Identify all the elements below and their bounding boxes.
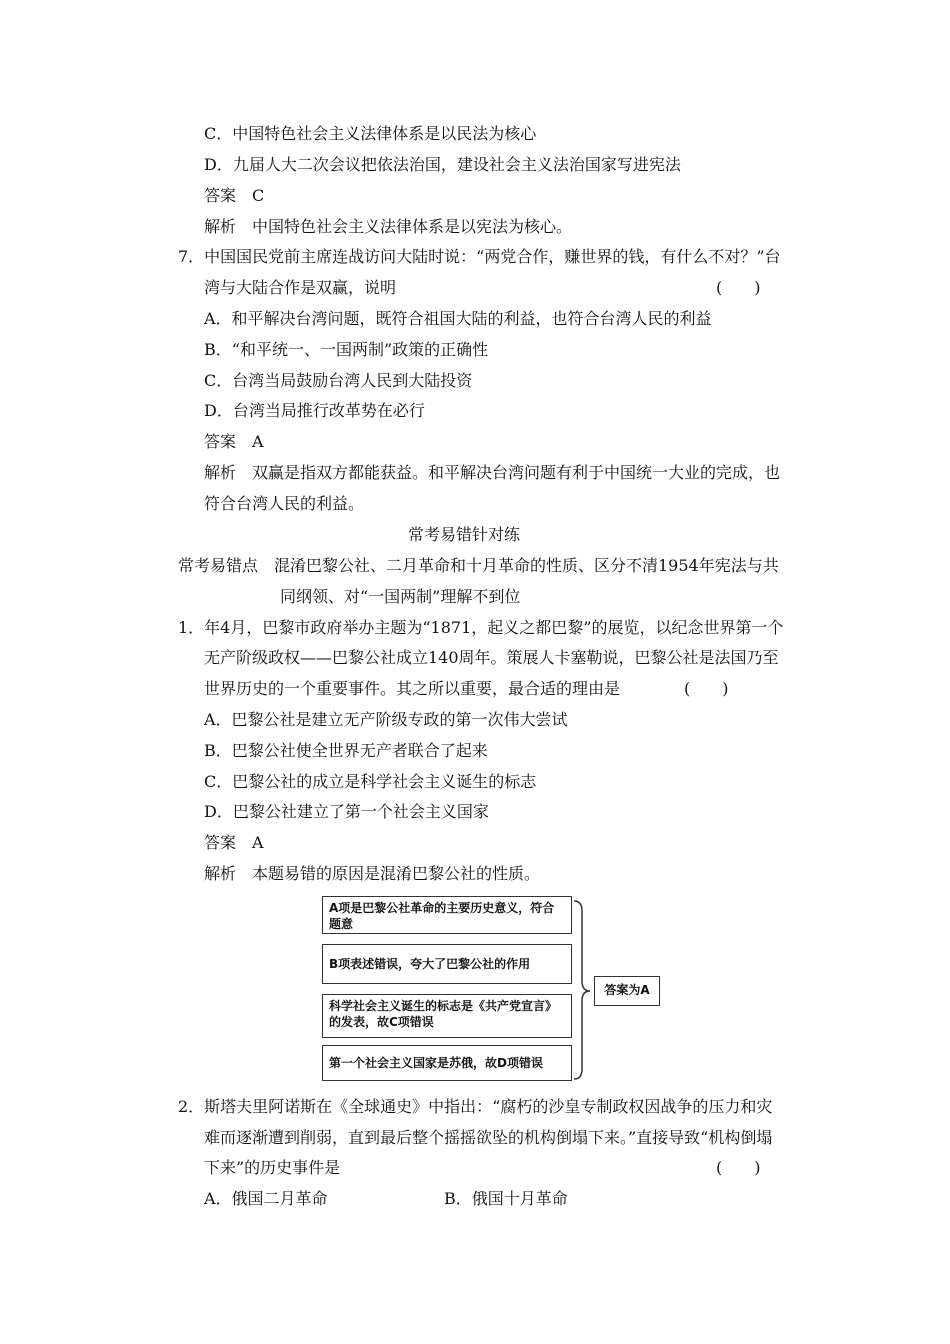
- error-point-line2: 同纲领、对“一国两制”理解不到位: [280, 587, 521, 606]
- q1-analysis: 解析 本题易错的原因是混淆巴黎公社的性质。: [204, 864, 541, 883]
- q1-option-c: C．巴黎公社的成立是科学社会主义诞生的标志: [204, 772, 537, 791]
- q1-option-b: B．巴黎公社使全世界无产者联合了起来: [204, 741, 488, 760]
- q1-answer-paren: ( ): [684, 679, 729, 698]
- diagram-box-a: A项是巴黎公社革命的主要历史意义，符合题意: [322, 896, 572, 934]
- q7-option-a: A．和平解决台湾问题，既符合祖国大陆的利益，也符合台湾人民的利益: [204, 309, 712, 328]
- q2-stem-line3: 下来”的历史事件是: [204, 1158, 341, 1177]
- q1-stem-line1: 1．年4月，巴黎市政府举办主题为“1871，起义之都巴黎”的展览，以纪念世界第一个: [178, 618, 784, 637]
- prev-answer: 答案 C: [204, 186, 265, 205]
- prev-option-c: C．中国特色社会主义法律体系是以民法为核心: [204, 124, 537, 143]
- q1-option-a: A．巴黎公社是建立无产阶级专政的第一次伟大尝试: [204, 710, 568, 729]
- q7-answer-paren: ( ): [716, 278, 761, 297]
- prev-analysis: 解析 中国特色社会主义法律体系是以宪法为核心。: [204, 217, 573, 236]
- q7-analysis-line1: 解析 双赢是指双方都能获益。和平解决台湾问题有利于中国统一大业的完成，也: [204, 463, 781, 482]
- q2-stem-line2: 难而逐渐遭到削弱，直到最后整个摇摇欲坠的机构倒塌下来。”直接导致“机构倒塌: [204, 1128, 773, 1147]
- diagram-result-box: 答案为A: [594, 976, 660, 1006]
- error-point-line1: 常考易错点 混淆巴黎公社、二月革命和十月革命的性质、区分不清1954年宪法与共: [178, 556, 779, 575]
- diagram-box-b: B项表述错误，夸大了巴黎公社的作用: [322, 944, 572, 984]
- section-title: 常考易错针对练: [408, 525, 521, 544]
- analysis-diagram: [318, 893, 664, 1083]
- q7-stem-line1: 7．中国国民党前主席连战访问大陆时说：“两党合作，赚世界的钱，有什么不对？”台: [178, 247, 781, 266]
- prev-option-d: D．九届人大二次会议把依法治国，建设社会主义法治国家写进宪法: [204, 155, 681, 174]
- q7-analysis-line2: 符合台湾人民的利益。: [204, 494, 365, 513]
- q7-option-b: B．“和平统一、一国两制”政策的正确性: [204, 340, 489, 359]
- q7-stem-line2: 湾与大陆合作是双赢，说明: [204, 278, 397, 297]
- q2-option-b: B．俄国十月革命: [444, 1189, 568, 1208]
- diagram-box-d: 第一个社会主义国家是苏俄，故D项错误: [322, 1045, 572, 1081]
- q7-answer: 答案 A: [204, 432, 264, 451]
- q1-answer: 答案 A: [204, 833, 264, 852]
- q1-stem-line3: 世界历史的一个重要事件。其之所以重要，最合适的理由是: [204, 679, 621, 698]
- q7-option-c: C．台湾当局鼓励台湾人民到大陆投资: [204, 371, 473, 390]
- q2-stem-line1: 2．斯塔夫里阿诺斯在《全球通史》中指出：“腐朽的沙皇专制政权因战争的压力和灾: [178, 1097, 773, 1116]
- q1-option-d: D．巴黎公社建立了第一个社会主义国家: [204, 802, 489, 821]
- diagram-box-c: 科学社会主义诞生的标志是《共产党宣言》的发表，故C项错误: [322, 994, 572, 1038]
- q2-answer-paren: ( ): [716, 1158, 761, 1177]
- q2-option-a: A．俄国二月革命: [204, 1189, 328, 1208]
- q1-stem-line2: 无产阶级政权——巴黎公社成立140周年。策展人卡塞勒说，巴黎公社是法国乃至: [204, 648, 779, 667]
- q7-option-d: D．台湾当局推行改革势在必行: [204, 401, 425, 420]
